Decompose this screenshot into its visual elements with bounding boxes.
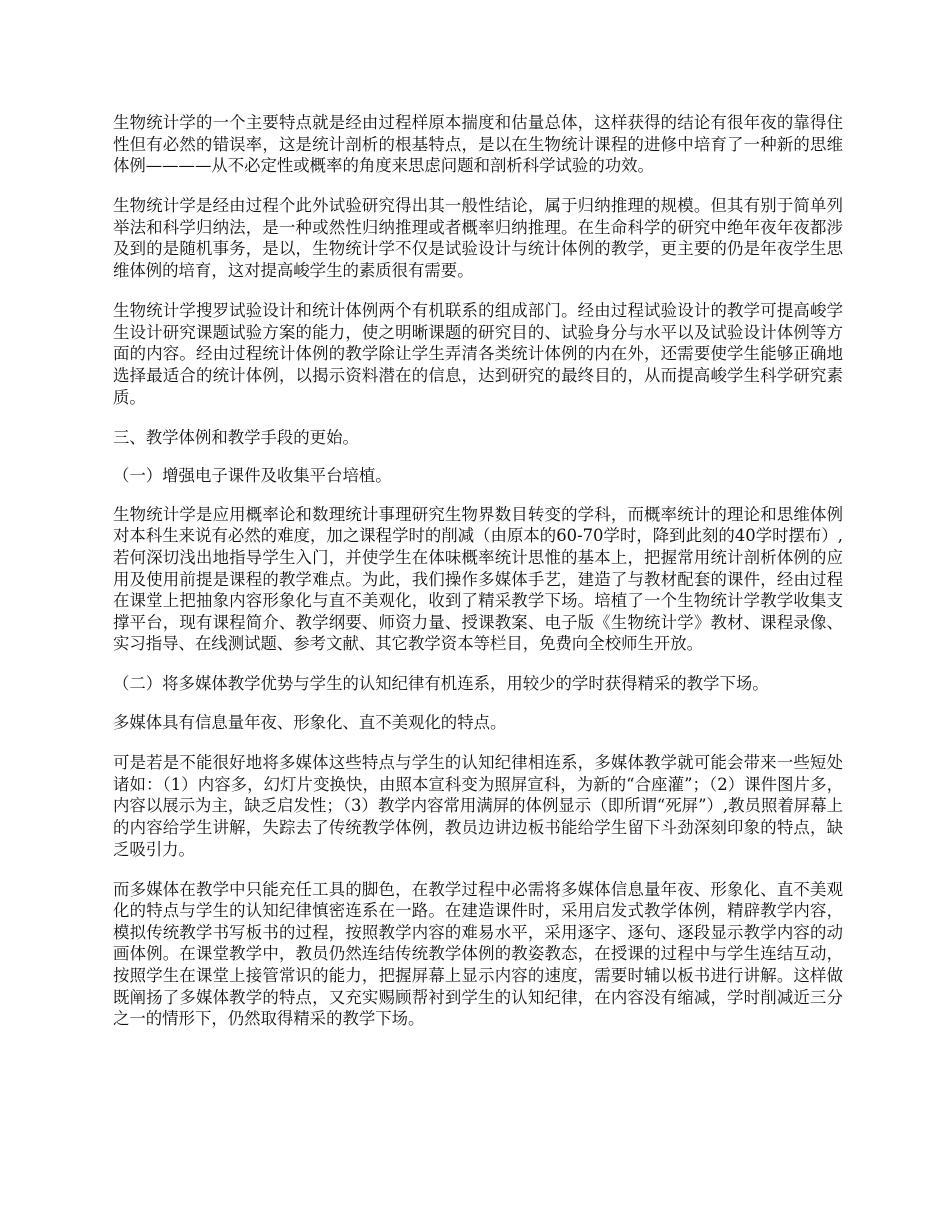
- document-body: [113, 112, 843, 1048]
- paragraph-multimedia-as-tool: 而多媒体在教学中只能充任工具的脚色，在教学过程中必需将多媒体信息量年夜、形象化、直不美观化的特点与学生的认知纪律慎密连系在一路。在建造课件时，采用启发式教学体例，精辟教学内容，模拟传统教学书写板书的过程，按照教学内容的难易水平，采用逐字、逐句、逐段显示教学内容的动画体例。在课堂教学中，教员仍然连结传统教学体例的教姿教态，在授课的过程中与学生连结互动，按照学生在课堂上接管常识的能力，把握屏幕上显示内容的速度，需要时辅以板书进行讲解。这样做既阐扬了多媒体教学的特点，又充实赐顾帮衬到学生的认知纪律，在内容没有缩减，学时削减近三分之一的情形下，仍然取得精采的教学下场。: [113, 879, 843, 1029]
- subsection-heading-courseware-platform: （一）增强电子课件及收集平台培植。: [113, 466, 392, 486]
- subsection-heading-multimedia-cognition: （二）将多媒体教学优势与学生的认知纪律有机连系，用较少的学时获得精采的教学下场。: [113, 674, 769, 694]
- paragraph-multimedia-features: 多媒体具有信息量年夜、形象化、直不美观化的特点。: [113, 713, 507, 733]
- paragraph-multimedia-drawbacks: 可是若是不能很好地将多媒体这些特点与学生的认知纪律相连系，多媒体教学就可能会带来一些短处诸如：（1）内容多，幻灯片变换快，由照本宣科变为照屏宣科，为新的“合座灌”；（2）课件图片多，内容以展示为主，缺乏启发性；（3）教学内容常用满屏的体例显示（即所谓“死屏”）,教员照着屏幕上的内容给学生讲解，失踪去了传统教学体例，教员边讲边板书能给学生留下斗劲深刻印象的特点，缺乏吸引力。: [113, 753, 843, 859]
- paragraph-inductive-reasoning: 生物统计学是经由过程个此外试验研究得出其一般性结论，属于归纳推理的规模。但其有别于简单列举法和科学归纳法，是一种或然性归纳推理或者概率归纳推理。在生命科学的研究中绝年夜年夜都涉及到的是随机事务，是以，生物统计学不仅是试验设计与统计体例的教学，更主要的仍是年夜学生思维体例的培育，这对提高峻学生的素质很有需要。: [113, 196, 843, 281]
- paragraph-sampling-inference: 生物统计学的一个主要特点就是经由过程样原本揣度和估量总体，这样获得的结论有很年夜的靠得住性但有必然的错误率，这是统计剖析的根基特点，是以在生物统计课程的进修中培育了一种新的思维体例————从不必定性或概率的角度来思虑问题和剖析科学试验的功效。: [113, 113, 843, 176]
- paragraph-course-components: 生物统计学搜罗试验设计和统计体例两个有机联系的组成部门。经由过程试验设计的教学可提高峻学生设计研究课题试验方案的能力，使之明晰课题的研究目的、试验身分与水平以及试验设计体例等方面的内容。经由过程统计体例的教学除让学生弄清各类统计体例的内在外，还需要使学生能够正确地选择最适合的统计体例，以揭示资料潜在的信息，达到研究的最终目的，从而提高峻学生科学研究素质。: [113, 301, 843, 407]
- section-heading-teaching-reform: 三、教学体例和教学手段的更始。: [113, 427, 359, 447]
- paragraph-courseware-platform: 生物统计学是应用概率论和数理统计事理研究生物界数目转变的学科，而概率统计的理论和思维体例对本科生来说有必然的难度，加之课程学时的削减（由原本的60-70学时，降到此刻的40学时摆布）,若何深切浅出地指导学生入门，并使学生在体味概率统计思惟的基本上，把握常用统计剖析体例的应用及使用前提是课程的教学难点。为此，我们操作多媒体手艺，建造了与教材配套的课件，经由过程在课堂上把抽象内容形象化与直不美观化，收到了精采教学下场。培植了一个生物统计学教学收集支撑平台，现有课程简介、教学纲要、师资力量、授课教案、电子版《生物统计学》教材、课程录像、实习指导、在线测试题、参考文献、其它教学资本等栏目，免费向全校师生开放。: [113, 504, 843, 654]
